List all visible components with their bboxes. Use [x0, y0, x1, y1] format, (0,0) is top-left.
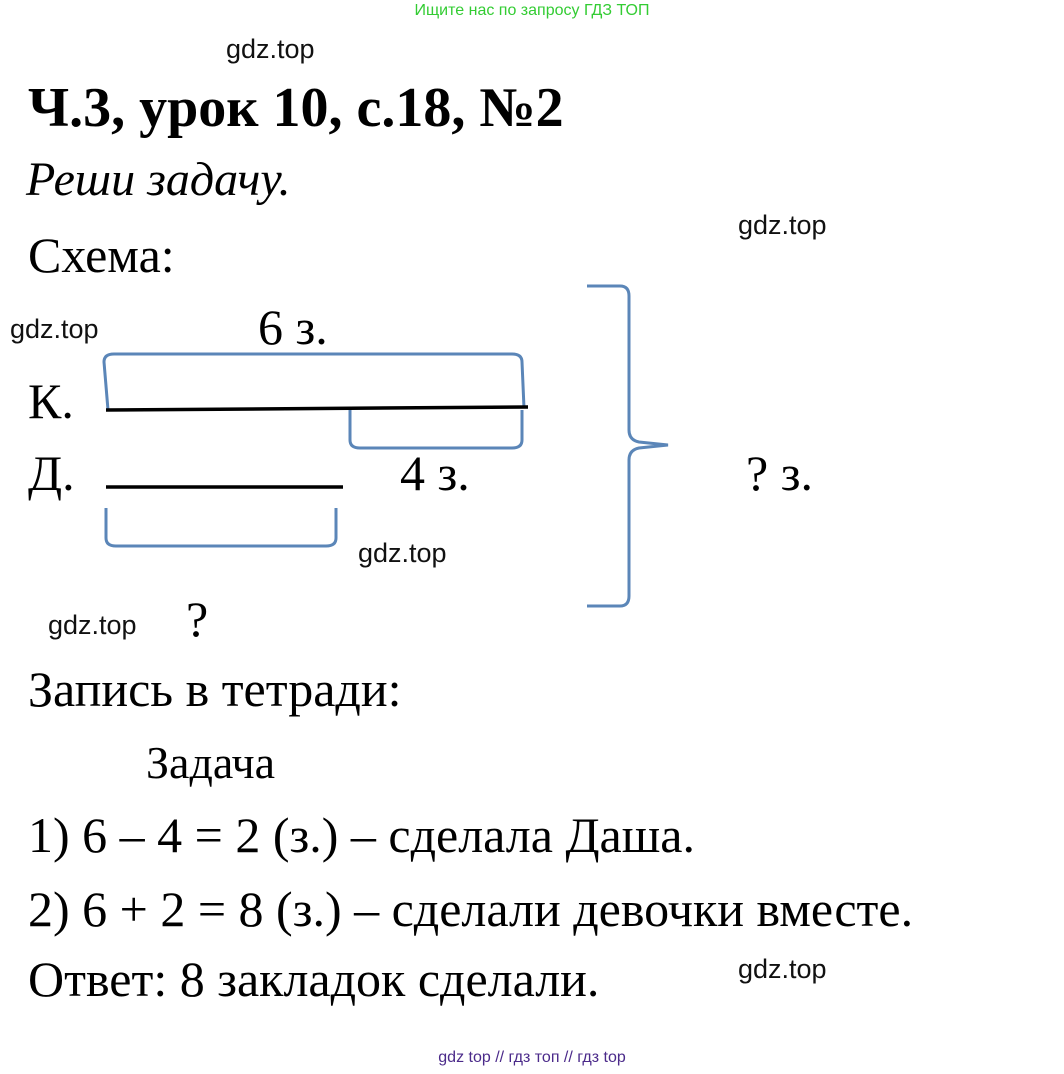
row-label-d: Д. — [28, 445, 75, 501]
watermark: gdz.top — [48, 610, 137, 640]
watermark: gdz.top — [358, 538, 447, 568]
label-difference: 4 з. — [400, 445, 470, 501]
label-bottom: ? — [186, 591, 209, 647]
watermark: gdz.top — [738, 210, 827, 240]
promo-banner[interactable]: Ищите нас по запросу ГДЗ ТОП — [414, 2, 650, 19]
watermark: gdz.top — [226, 34, 315, 64]
brace-bottom — [106, 508, 336, 546]
brace-total — [587, 286, 668, 606]
brace-difference — [350, 410, 522, 448]
solution-step-1: 1) 6 – 4 = 2 (з.) – сделала Даша. — [28, 807, 695, 863]
notebook-heading: Запись в тетради: — [28, 661, 402, 717]
answer: Ответ: 8 закладок сделали. — [28, 951, 600, 1007]
segment-k — [106, 407, 528, 410]
task-instruction: Реши задачу. — [26, 153, 291, 206]
brace-top — [104, 354, 524, 410]
watermark: gdz.top — [738, 954, 827, 984]
notebook-subheading: Задача — [146, 737, 275, 788]
scheme-heading: Схема: — [28, 227, 175, 283]
page-title: Ч.3, урок 10, с.18, №2 — [28, 77, 564, 139]
solution-step-2: 2) 6 + 2 = 8 (з.) – сделали девочки вместе. — [28, 881, 914, 937]
label-top: 6 з. — [258, 299, 328, 355]
footer-links[interactable]: gdz top // гдз топ // гдз top — [438, 1049, 626, 1066]
watermark: gdz.top — [10, 314, 99, 344]
row-label-k: К. — [28, 373, 74, 429]
label-total: ? з. — [746, 445, 813, 501]
